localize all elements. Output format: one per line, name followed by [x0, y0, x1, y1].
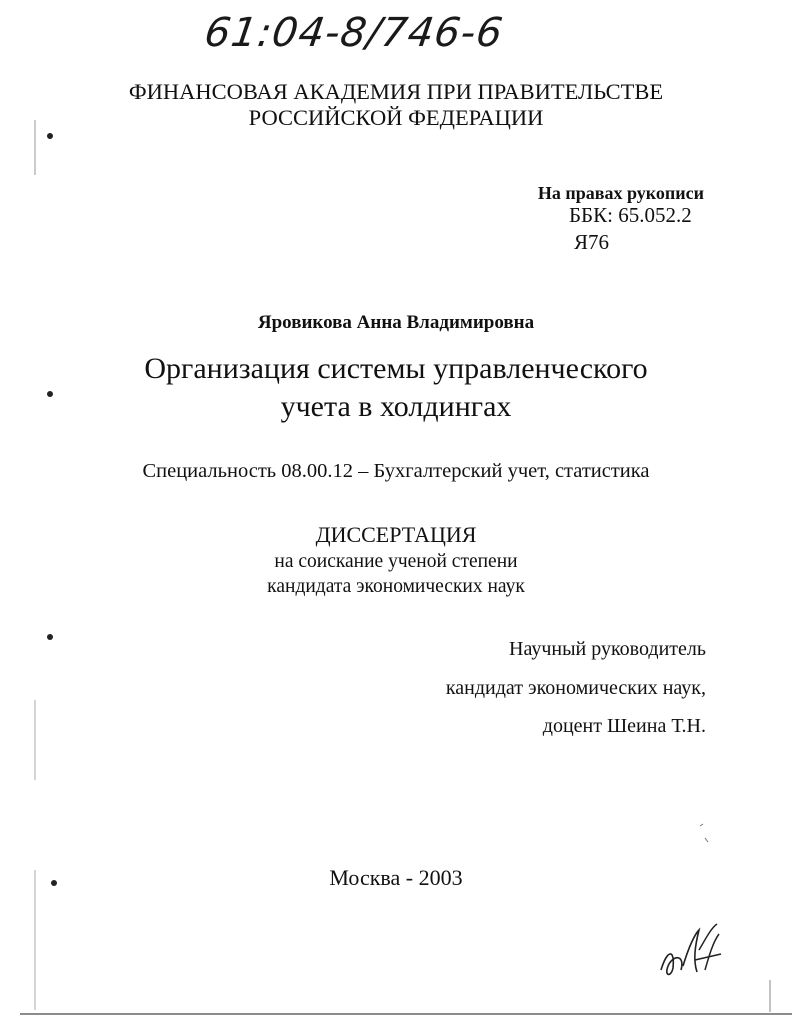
dissertation-heading: ДИССЕРТАЦИЯ [315, 522, 477, 547]
dissertation-line-2: кандидата экономических наук [267, 576, 525, 597]
dissertation-line-1: на соискание ученой степени [274, 551, 518, 572]
supervisor-line-2: кандидат экономических наук, [445, 677, 706, 699]
manuscript-rights-label: На правах рукописи [537, 183, 704, 203]
supervisor-line-3: доцент Шеина Т.Н. [542, 715, 706, 737]
binding-hole-mark [47, 133, 53, 139]
bbk-code: ББК: 65.052.2 [569, 203, 692, 227]
archive-stamp: 61:04-8/746-6 [201, 10, 507, 56]
author-name: Яровикова Анна Владимировна [257, 312, 535, 333]
binding-hole-mark [47, 391, 53, 397]
institution-line-2: РОССИЙСКОЙ ФЕДЕРАЦИИ [248, 105, 544, 130]
binding-hole-mark [47, 634, 53, 640]
binding-hole-mark [51, 880, 57, 886]
author-mark-code: Я76 [574, 230, 610, 254]
stray-mark [700, 824, 708, 842]
thesis-title-line-1: Организация системы управленческого [144, 352, 648, 385]
thesis-title-line-2: учета в холдингах [280, 390, 512, 423]
supervisor-line-1: Научный руководитель [509, 638, 706, 660]
institution-line-1: ФИНАНСОВАЯ АКАДЕМИЯ ПРИ ПРАВИТЕЛЬСТВЕ [128, 79, 664, 104]
specialty: Специальность 08.00.12 – Бухгалтерский учет, статистика [142, 460, 650, 482]
city-year: Москва - 2003 [329, 865, 463, 890]
